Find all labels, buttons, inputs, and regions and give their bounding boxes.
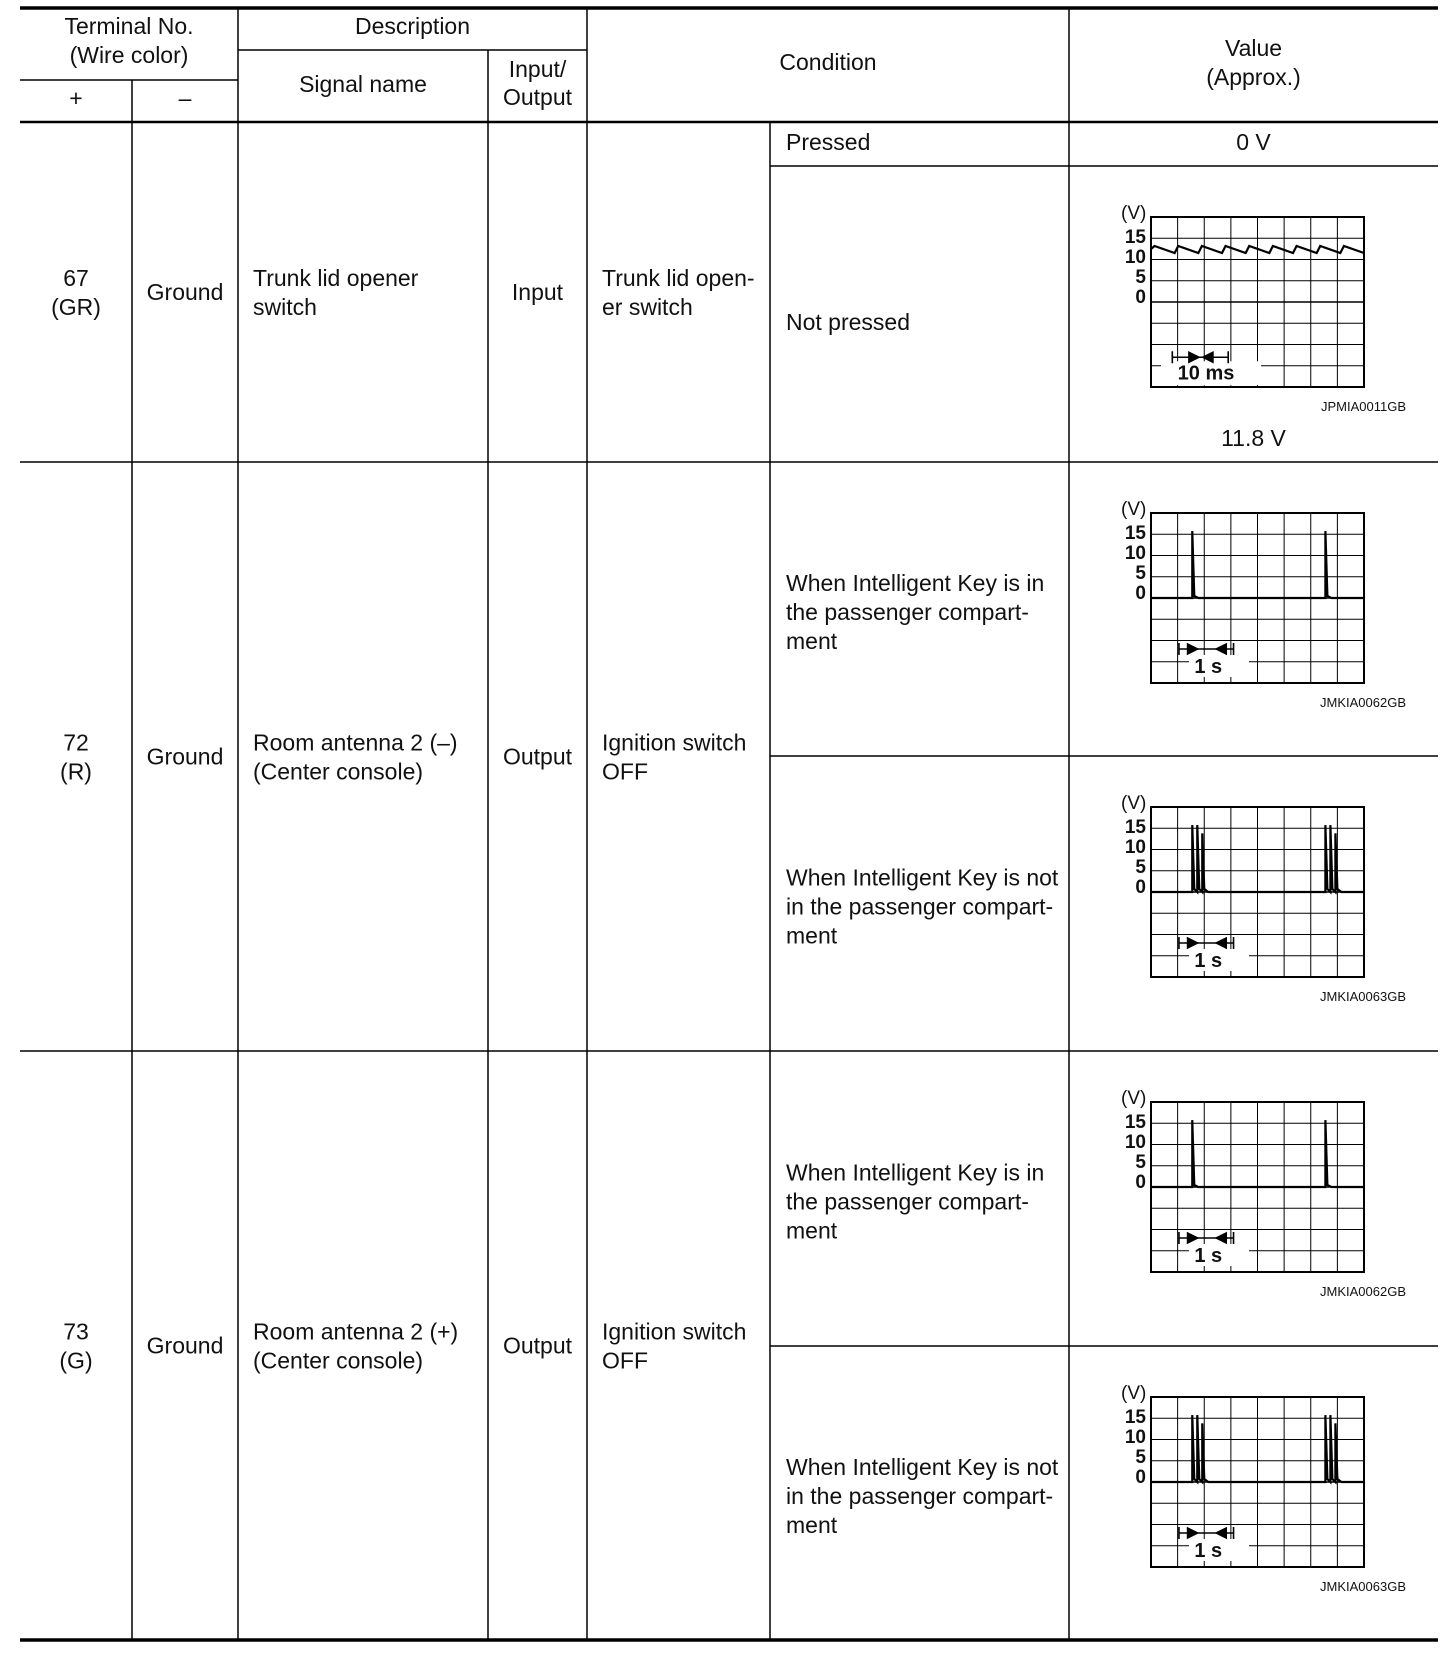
condition-state: Not pressed [786, 309, 911, 335]
condition-state: When Intelligent Key is not [786, 864, 1059, 891]
header-terminal-no: Terminal No. [64, 13, 194, 39]
header-value: (Approx.) [1206, 64, 1301, 90]
header-plus: + [69, 85, 83, 111]
condition-state: in the passenger compart- [786, 893, 1054, 920]
signal-name: switch [253, 294, 317, 320]
signal-name: (Center console) [253, 758, 424, 785]
figure-code: JPMIA0011GB [1320, 399, 1406, 414]
signal-name: (Center console) [253, 1347, 424, 1374]
waveform-tick-label: 0 [1135, 287, 1146, 308]
input-output: Output [502, 1332, 573, 1359]
waveform-tick-label: 10 [1124, 837, 1146, 858]
condition-state: When Intelligent Key is not [786, 1454, 1059, 1480]
signal-name: Trunk lid opener [253, 265, 419, 291]
waveform-tick-label: 0 [1135, 1467, 1146, 1488]
header-minus: – [178, 85, 192, 111]
waveform-chart [1121, 793, 1406, 1004]
terminal-number: 72 [63, 729, 89, 756]
minus-terminal: Ground [146, 279, 224, 305]
wire-color: (G) [59, 1347, 93, 1374]
signal-name: Room antenna 2 (+) [253, 1318, 459, 1345]
terminal-number: 73 [63, 1318, 89, 1345]
header-condition: Condition [779, 49, 877, 75]
figure-code: JMKIA0063GB [1320, 989, 1406, 1004]
waveform-tick-label: 15 [1124, 1112, 1146, 1133]
condition-state: ment [786, 922, 838, 949]
header-signal-name: Signal name [299, 71, 427, 97]
waveform-tick-label: 5 [1135, 563, 1146, 584]
input-output: Output [502, 743, 573, 770]
waveform-tick-label: 0 [1135, 583, 1146, 604]
waveform-tick-label: 15 [1124, 227, 1146, 248]
waveform-tick-label: 10 [1124, 247, 1146, 268]
waveform-tick-label: 5 [1135, 267, 1146, 288]
terminal-number: 67 [63, 265, 89, 291]
waveform-unit: (V) [1121, 1088, 1147, 1109]
figure-code: JMKIA0062GB [1320, 1284, 1406, 1299]
condition: OFF [602, 758, 648, 785]
wire-color: (R) [60, 758, 92, 785]
waveform-unit: (V) [1121, 1383, 1147, 1404]
condition-state: When Intelligent Key is in [786, 570, 1045, 596]
waveform-tick-label: 0 [1135, 1172, 1146, 1193]
condition: Trunk lid open- [602, 265, 755, 291]
condition: Ignition switch [602, 729, 747, 756]
signal-name: Room antenna 2 (–) [253, 729, 458, 756]
waveform-tick-label: 0 [1135, 877, 1146, 898]
waveform-tick-label: 5 [1135, 857, 1146, 878]
figure-code: JMKIA0063GB [1320, 1579, 1406, 1594]
condition-state: Pressed [786, 129, 871, 155]
waveform-chart [1121, 203, 1406, 414]
waveform-chart [1121, 1383, 1406, 1594]
wire-color: (GR) [51, 294, 101, 320]
condition-state: in the passenger compart- [786, 1483, 1054, 1509]
waveform-chart [1121, 499, 1406, 710]
condition-state: ment [786, 1512, 838, 1538]
waveform-tick-label: 10 [1124, 543, 1146, 564]
value-approx: 0 V [1236, 129, 1271, 155]
condition-state: ment [786, 1217, 838, 1244]
waveform-time-label: 1 s [1194, 1540, 1223, 1562]
waveform-tick-label: 10 [1124, 1427, 1146, 1448]
value-approx: 11.8 V [1221, 425, 1286, 451]
waveform-tick-label: 5 [1135, 1152, 1146, 1173]
waveform-time-label: 10 ms [1177, 362, 1235, 385]
waveform-time-label: 1 s [1194, 950, 1223, 972]
waveform-tick-label: 10 [1124, 1132, 1146, 1153]
header-value: Value [1224, 35, 1283, 61]
waveform-tick-label: 5 [1135, 1447, 1146, 1468]
header-wire-color: (Wire color) [69, 42, 189, 68]
condition-state: ment [786, 628, 838, 654]
header-io: Input/ [508, 56, 567, 82]
waveform-unit: (V) [1121, 793, 1147, 814]
condition: Ignition switch [602, 1318, 747, 1345]
condition: OFF [602, 1347, 648, 1374]
waveform-graphs [1121, 203, 1406, 1594]
condition-state: When Intelligent Key is in [786, 1159, 1045, 1186]
waveform-tick-label: 15 [1124, 1407, 1146, 1428]
minus-terminal: Ground [146, 743, 224, 770]
waveform-chart [1121, 1088, 1406, 1299]
waveform-tick-label: 15 [1124, 523, 1146, 544]
minus-terminal: Ground [146, 1332, 224, 1359]
waveform-unit: (V) [1121, 499, 1147, 520]
waveform-unit: (V) [1121, 203, 1147, 224]
condition: er switch [602, 294, 693, 320]
condition-state: the passenger compart- [786, 1188, 1029, 1215]
waveform-tick-label: 15 [1124, 817, 1146, 838]
condition-state: the passenger compart- [786, 599, 1029, 625]
waveform-time-label: 1 s [1194, 656, 1223, 678]
figure-code: JMKIA0062GB [1320, 695, 1406, 710]
waveform-time-label: 1 s [1194, 1245, 1223, 1267]
header-io: Output [502, 84, 573, 110]
header-description: Description [354, 13, 471, 39]
table-grid-lines [20, 8, 1438, 1640]
input-output: Input [511, 279, 564, 305]
